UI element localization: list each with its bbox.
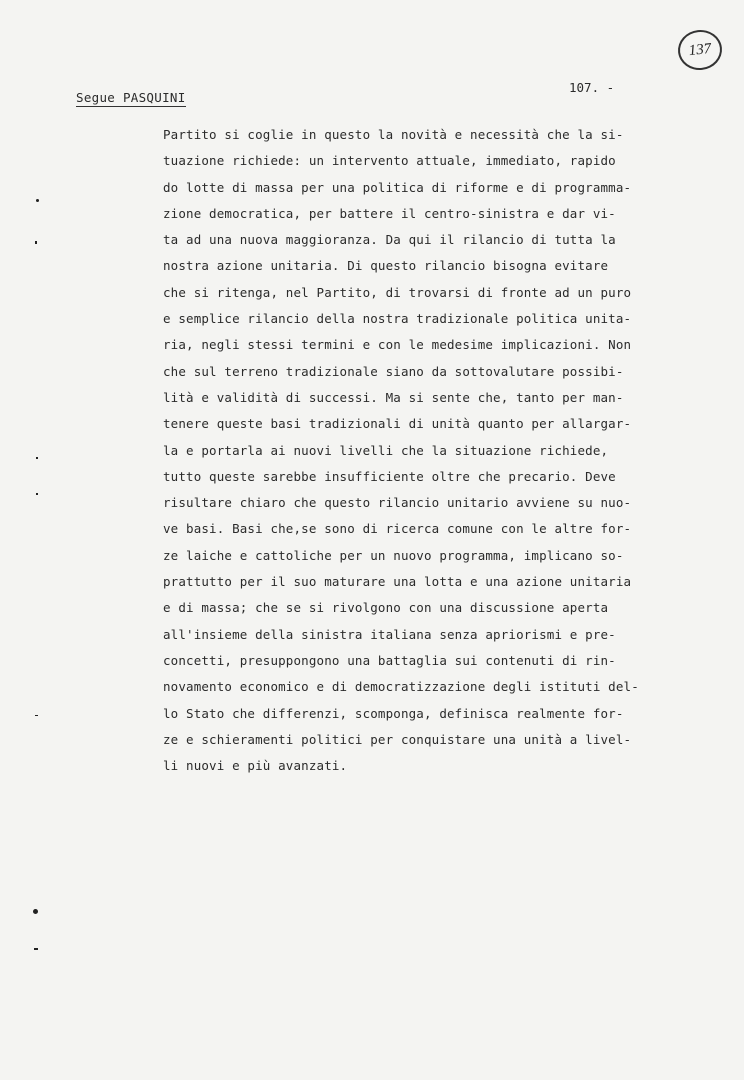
text-line: zione democratica, per battere il centro-sinistra e dar vi- — [163, 205, 616, 221]
text-line: la e portarla ai nuovi livelli che la situazione richiede, — [163, 442, 609, 458]
text-line: e di massa; che se si rivolgono con una discussione aperta — [163, 600, 609, 616]
text-line: ze laiche e cattoliche per un nuovo programma, implicano so- — [163, 547, 624, 563]
text-line: concetti, presuppongono una battaglia sui contenuti di rin- — [163, 652, 616, 668]
text-line: risultare chiaro che questo rilancio unitario avviene su nuo- — [163, 495, 632, 511]
margin-mark — [36, 493, 38, 495]
text-line: ta ad una nuova maggioranza. Da qui il rilancio di tutta la — [163, 232, 616, 248]
archive-page-stamp: 137 — [676, 28, 724, 72]
text-line: novamento economico e di democratizzazione degli istituti del- — [163, 679, 639, 695]
text-line: Partito si coglie in questo la novità e necessità che la si- — [163, 127, 624, 142]
margin-mark — [35, 241, 37, 244]
text-line: che sul terreno tradizionale siano da sottovalutare possibi- — [163, 363, 624, 379]
body-text — [163, 122, 723, 779]
text-line: tuazione richiede: un intervento attuale, immediato, rapido — [163, 153, 616, 169]
margin-mark — [33, 909, 38, 914]
text-line: li nuovi e più avanzati. — [163, 758, 348, 774]
text-line: ze e schieramenti politici per conquistare una unità a livel- — [163, 731, 632, 747]
text-line: che si ritenga, nel Partito, di trovarsi di fronte ad un puro — [163, 284, 632, 300]
text-line: nostra azione unitaria. Di questo rilancio bisogna evitare — [163, 258, 609, 274]
text-line: e semplice rilancio della nostra tradizionale politica unita- — [163, 311, 632, 327]
speaker-label: Segue PASQUINI — [76, 90, 186, 105]
text-line: tenere queste basi tradizionali di unità quanto per allargar- — [163, 416, 632, 432]
text-line: ve basi. Basi che,se sono di ricerca comune con le altre for- — [163, 521, 632, 537]
margin-mark — [36, 199, 39, 202]
text-line: do lotte di massa per una politica di riforme e di programma- — [163, 179, 632, 195]
margin-mark — [35, 715, 38, 716]
text-line: tutto queste sarebbe insufficiente oltre che precario. Deve — [163, 468, 616, 484]
page-number: 107. - — [569, 80, 615, 95]
text-line: prattutto per il suo maturare una lotta e una azione unitaria — [163, 574, 632, 590]
text-line: lità e validità di successi. Ma si sente che, tanto per man- — [163, 389, 624, 405]
margin-mark — [36, 457, 38, 459]
margin-mark — [34, 948, 38, 950]
text-line: ria, negli stessi termini e con le medesime implicazioni. Non — [163, 337, 632, 353]
text-line: all'insieme della sinistra italiana senza apriorismi e pre- — [163, 626, 616, 642]
text-line: lo Stato che differenzi, scomponga, definisca realmente for- — [163, 705, 624, 721]
